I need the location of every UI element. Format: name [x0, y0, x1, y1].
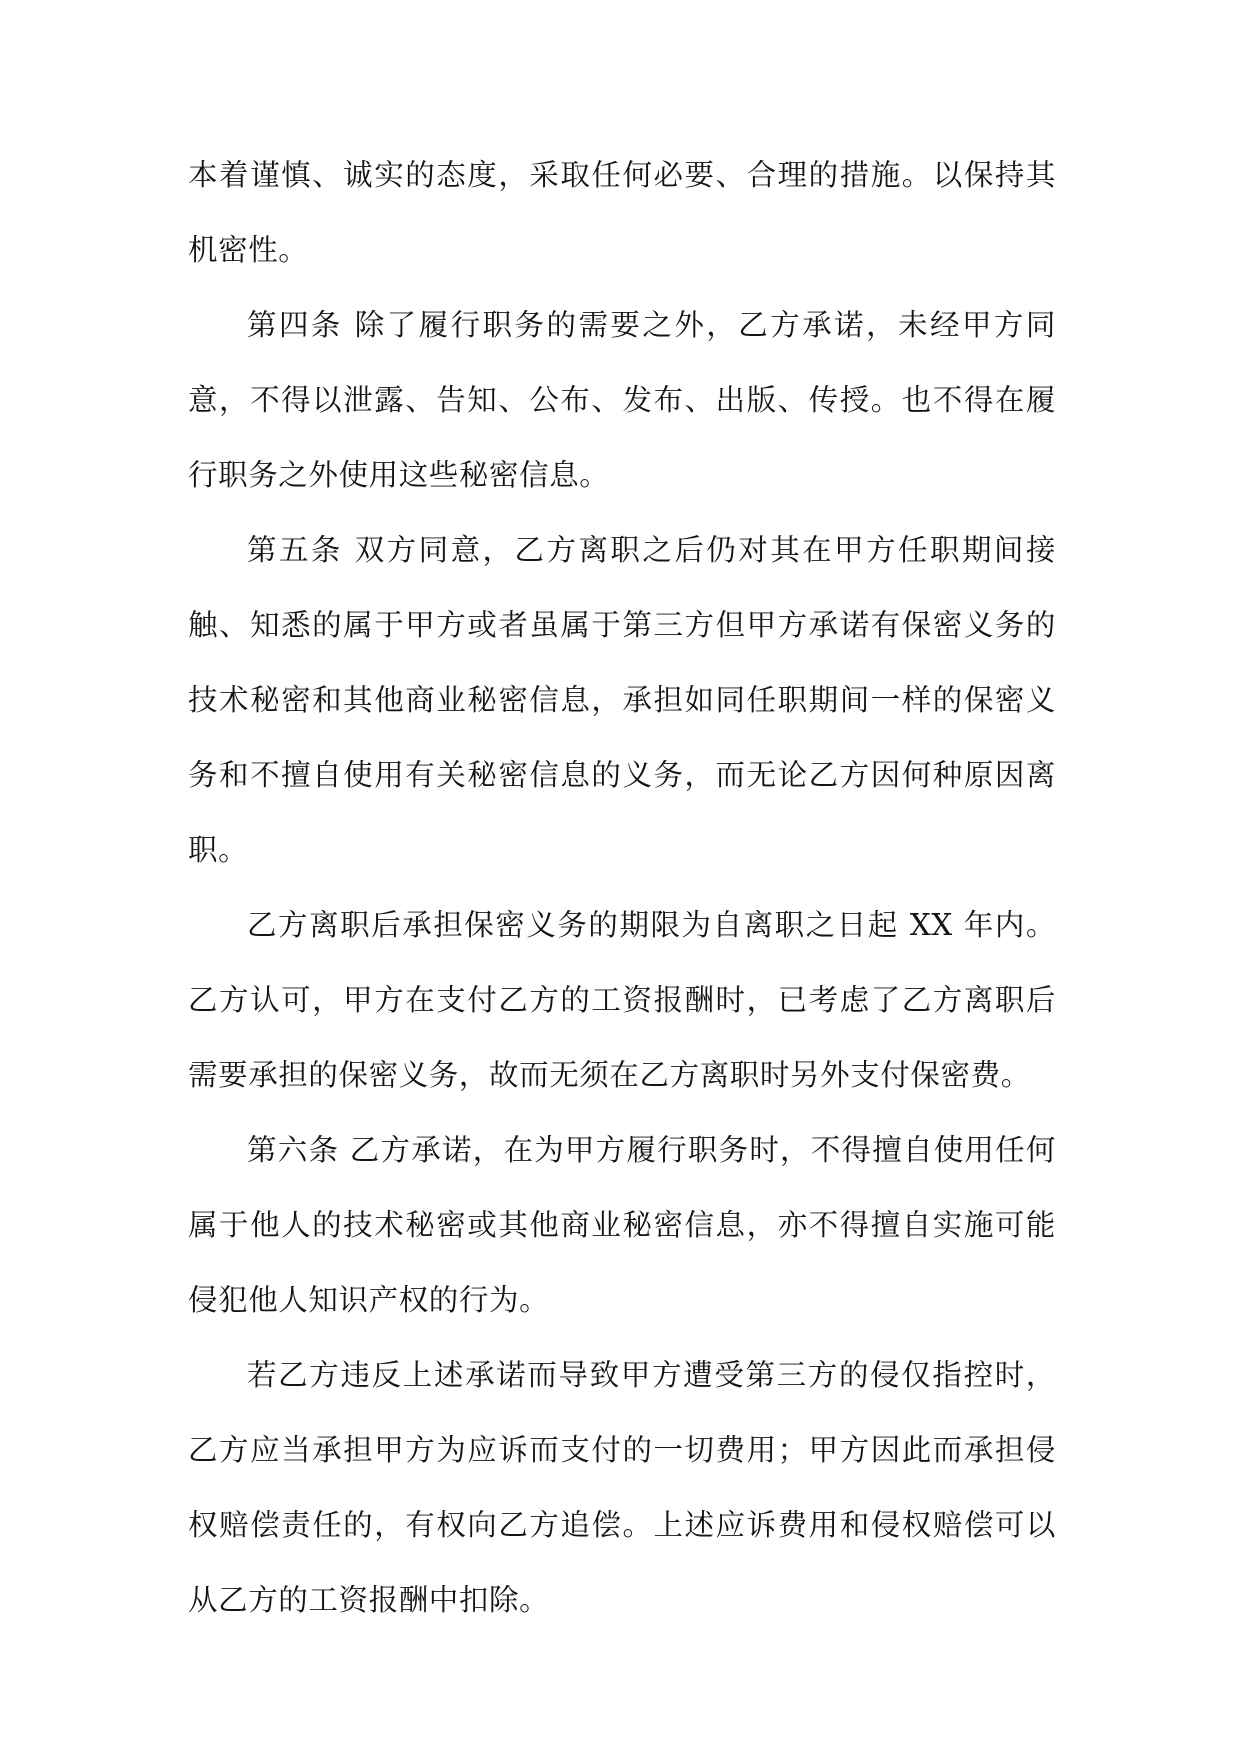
paragraph-confidentiality-continuation: 本着谨慎、诚实的态度，采取任何必要、合理的措施。以保持其机密性。 [188, 158, 1056, 267]
paragraph-article-4: 第四条 除了履行职务的需要之外，乙方承诺，未经甲方同意，不得以泄露、告知、公布、发布、出版、传授。也不得在履行职务之外使用这些秘密信息。 [188, 308, 1056, 492]
document-body [188, 138, 1056, 1638]
paragraph-infringement-liability: 若乙方违反上述承诺而导致甲方遭受第三方的侵仅指控时，乙方应当承担甲方为应诉而支付的一切费用；甲方因此而承担侵权赔偿责任的，有权向乙方追偿。上述应诉费用和侵权赔偿可以从乙方的工资报酬中扣除。 [188, 1358, 1056, 1617]
paragraph-confidentiality-period: 乙方离职后承担保密义务的期限为自离职之日起 XX 年内。乙方认可，甲方在支付乙方的工资报酬时，已考虑了乙方离职后需要承担的保密义务，故而无须在乙方离职时另外支付保密费。 [188, 908, 1056, 1092]
paragraph-article-6: 第六条 乙方承诺，在为甲方履行职务时，不得擅自使用任何属于他人的技术秘密或其他商业秘密信息，亦不得擅自实施可能侵犯他人知识产权的行为。 [188, 1133, 1056, 1317]
paragraph-article-5: 第五条 双方同意，乙方离职之后仍对其在甲方任职期间接触、知悉的属于甲方或者虽属于第三方但甲方承诺有保密义务的技术秘密和其他商业秘密信息，承担如同任职期间一样的保密义务和不擅自使用有关秘密信息的义务，而无论乙方因何种原因离职。 [188, 533, 1056, 867]
